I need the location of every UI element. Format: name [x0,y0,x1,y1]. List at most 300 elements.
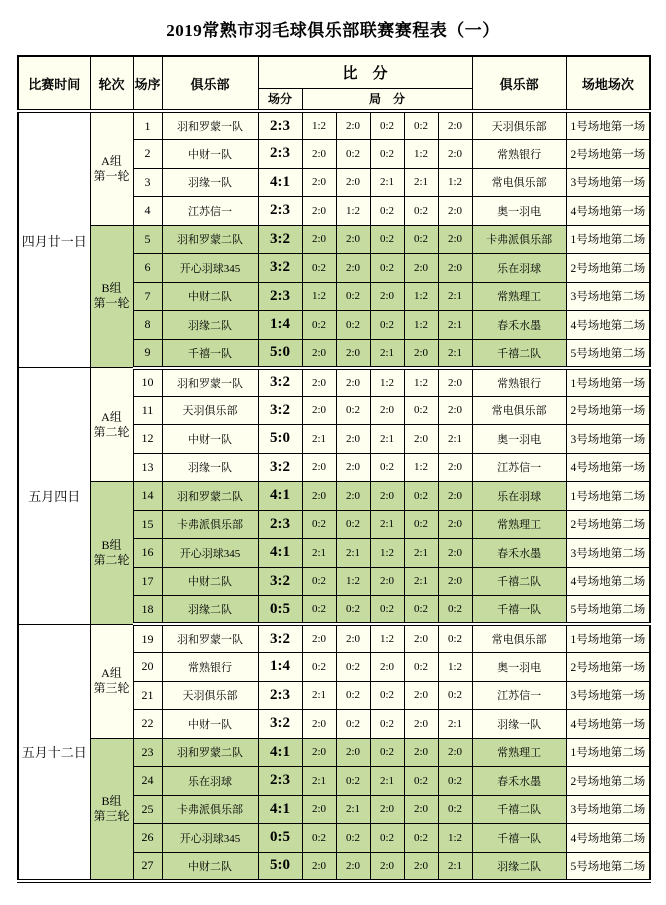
set-score-cell: 4:1 [258,539,302,568]
game-score-cell: 0:2 [370,453,404,482]
round-label: 第一轮 [93,168,130,183]
home-club-cell: 卡弗派俱乐部 [162,510,258,539]
home-club-cell: 开心羽球345 [162,539,258,568]
game-score-cell: 0:2 [336,396,370,425]
game-score-cell: 2:1 [302,539,336,568]
game-score-cell: 0:2 [336,653,370,682]
game-score-cell: 1:2 [370,539,404,568]
game-score-cell: 2:0 [438,197,472,226]
group-label: B组 [101,793,122,808]
match-seq-cell: 24 [133,767,162,796]
game-score-cell: 2:0 [438,453,472,482]
set-score-cell: 2:3 [258,140,302,169]
game-score-cell: 0:2 [302,596,336,625]
home-club-cell: 中财二队 [162,852,258,881]
game-score-cell: 2:0 [438,111,472,140]
game-score-cell: 0:2 [336,311,370,340]
away-club-cell: 常熟银行 [472,368,566,397]
game-score-cell: 2:0 [370,282,404,311]
game-score-cell: 2:0 [302,368,336,397]
game-score-cell: 2:0 [404,624,438,653]
set-score-cell: 5:0 [258,852,302,881]
game-score-cell: 1:2 [438,168,472,197]
game-score-cell: 0:2 [438,596,472,625]
set-score-cell: 2:3 [258,197,302,226]
group-label: A组 [101,153,122,168]
game-score-cell: 0:2 [404,767,438,796]
game-score-cell: 2:0 [302,339,336,368]
game-score-cell: 2:1 [370,767,404,796]
game-score-cell: 2:0 [336,482,370,511]
away-club-cell: 奥一羽电 [472,197,566,226]
away-club-cell: 天羽俱乐部 [472,111,566,140]
venue-cell: 1号场地第一场 [566,624,650,653]
game-score-cell: 2:0 [302,140,336,169]
game-score-cell: 0:2 [404,596,438,625]
venue-cell: 1号场地第二场 [566,482,650,511]
set-score-cell: 3:2 [258,368,302,397]
away-club-cell: 千禧二队 [472,339,566,368]
home-club-cell: 开心羽球345 [162,824,258,853]
home-club-cell: 羽缘二队 [162,311,258,340]
game-score-cell: 1:2 [404,368,438,397]
home-club-cell: 中财一队 [162,710,258,739]
set-score-cell: 0:5 [258,824,302,853]
home-club-cell: 羽和罗蒙二队 [162,225,258,254]
game-score-cell: 2:0 [370,852,404,881]
game-score-cell: 1:2 [370,368,404,397]
set-score-cell: 2:3 [258,111,302,140]
away-club-cell: 千禧一队 [472,596,566,625]
game-score-cell: 0:2 [438,795,472,824]
game-score-cell: 0:2 [404,111,438,140]
set-score-cell: 4:1 [258,795,302,824]
match-seq-cell: 22 [133,710,162,739]
game-score-cell: 0:2 [302,824,336,853]
col-header-score: 比 分 [258,56,472,88]
group-label: B组 [101,281,122,296]
away-club-cell: 春禾水墨 [472,539,566,568]
round-cell [90,225,133,368]
set-score-cell: 3:2 [258,254,302,283]
away-club-cell: 羽缘一队 [472,710,566,739]
schedule-table [17,55,651,883]
game-score-cell: 2:0 [404,738,438,767]
venue-cell: 3号场地第二场 [566,795,650,824]
game-score-cell: 1:2 [404,311,438,340]
col-header-club-right: 俱乐部 [472,56,566,111]
game-score-cell: 2:1 [438,425,472,454]
col-header-match-time: 比赛时间 [18,56,90,111]
game-score-cell: 2:1 [438,282,472,311]
game-score-cell: 1:2 [336,567,370,596]
game-score-cell: 0:2 [404,482,438,511]
home-club-cell: 羽和罗蒙二队 [162,738,258,767]
game-score-cell: 2:0 [438,482,472,511]
game-score-cell: 0:2 [336,681,370,710]
away-club-cell: 奥一羽电 [472,425,566,454]
col-header-set-score: 场分 [258,88,302,111]
home-club-cell: 羽和罗蒙二队 [162,482,258,511]
match-seq-cell: 13 [133,453,162,482]
game-score-cell: 1:2 [302,282,336,311]
away-club-cell: 乐在羽球 [472,482,566,511]
game-score-cell: 2:1 [438,311,472,340]
away-club-cell: 卡弗派俱乐部 [472,225,566,254]
game-score-cell: 2:1 [370,339,404,368]
set-score-cell: 3:2 [258,453,302,482]
col-header-venue: 场地场次 [566,56,650,111]
away-club-cell: 奥一羽电 [472,653,566,682]
set-score-cell: 5:0 [258,425,302,454]
set-score-cell: 3:2 [258,225,302,254]
match-row [18,738,650,767]
game-score-cell: 0:2 [336,767,370,796]
home-club-cell: 卡弗派俱乐部 [162,795,258,824]
match-seq-cell: 11 [133,396,162,425]
venue-cell: 3号场地第一场 [566,681,650,710]
game-score-cell: 1:2 [404,140,438,169]
match-row [18,624,650,653]
group-label: A组 [101,409,122,424]
away-club-cell: 常熟理工 [472,282,566,311]
game-score-cell: 2:0 [438,368,472,397]
game-score-cell: 2:1 [370,510,404,539]
venue-cell: 1号场地第一场 [566,368,650,397]
match-row [18,482,650,511]
game-score-cell: 0:2 [370,111,404,140]
set-score-cell: 0:5 [258,596,302,625]
col-header-seq: 场序 [133,56,162,111]
game-score-cell: 2:0 [336,453,370,482]
match-seq-cell: 8 [133,311,162,340]
set-score-cell: 3:2 [258,624,302,653]
set-score-cell: 2:3 [258,681,302,710]
home-club-cell: 千禧一队 [162,339,258,368]
game-score-cell: 2:0 [438,567,472,596]
game-score-cell: 2:0 [302,197,336,226]
game-score-cell: 2:1 [302,767,336,796]
game-score-cell: 1:2 [404,453,438,482]
away-club-cell: 江苏信一 [472,453,566,482]
page-title: 2019常熟市羽毛球俱乐部联赛赛程表（一） [166,21,500,40]
game-score-cell: 2:0 [336,168,370,197]
game-score-cell: 2:0 [370,396,404,425]
match-date-cell: 四月廿一日 [18,111,90,368]
game-score-cell: 2:0 [336,339,370,368]
col-header-game-score: 局 分 [302,88,472,111]
game-score-cell: 2:1 [404,539,438,568]
home-club-cell: 常熟银行 [162,653,258,682]
venue-cell: 4号场地第二场 [566,567,650,596]
venue-cell: 2号场地第二场 [566,767,650,796]
game-score-cell: 2:0 [370,795,404,824]
game-score-cell: 0:2 [370,596,404,625]
game-score-cell: 2:0 [302,168,336,197]
away-club-cell: 千禧二队 [472,567,566,596]
game-score-cell: 0:2 [404,396,438,425]
away-club-cell: 常电俱乐部 [472,168,566,197]
match-seq-cell: 2 [133,140,162,169]
game-score-cell: 0:2 [302,567,336,596]
game-score-cell: 0:2 [336,510,370,539]
away-club-cell: 春禾水墨 [472,311,566,340]
game-score-cell: 0:2 [336,710,370,739]
match-seq-cell: 1 [133,111,162,140]
home-club-cell: 乐在羽球 [162,767,258,796]
game-score-cell: 2:1 [336,539,370,568]
game-score-cell: 1:2 [302,111,336,140]
round-cell [90,482,133,625]
venue-cell: 5号场地第二场 [566,339,650,368]
game-score-cell: 2:1 [438,852,472,881]
away-club-cell: 千禧一队 [472,824,566,853]
round-label: 第二轮 [93,552,130,567]
game-score-cell: 1:2 [336,197,370,226]
set-score-cell: 2:3 [258,767,302,796]
game-score-cell: 2:0 [370,482,404,511]
game-score-cell: 2:0 [438,225,472,254]
game-score-cell: 2:0 [404,339,438,368]
home-club-cell: 羽缘二队 [162,596,258,625]
game-score-cell: 2:0 [336,111,370,140]
home-club-cell: 羽和罗蒙一队 [162,111,258,140]
game-score-cell: 0:2 [404,510,438,539]
game-score-cell: 0:2 [370,311,404,340]
venue-cell: 5号场地第二场 [566,852,650,881]
game-score-cell: 2:0 [302,738,336,767]
home-club-cell: 天羽俱乐部 [162,396,258,425]
game-score-cell: 2:0 [370,567,404,596]
game-score-cell: 0:2 [336,140,370,169]
game-score-cell: 0:2 [302,254,336,283]
game-score-cell: 2:0 [302,453,336,482]
game-score-cell: 2:1 [302,681,336,710]
game-score-cell: 2:0 [404,254,438,283]
match-seq-cell: 6 [133,254,162,283]
game-score-cell: 1:2 [438,824,472,853]
venue-cell: 3号场地第一场 [566,168,650,197]
set-score-cell: 3:2 [258,567,302,596]
home-club-cell: 羽和罗蒙一队 [162,624,258,653]
game-score-cell: 0:2 [438,767,472,796]
home-club-cell: 中财二队 [162,567,258,596]
game-score-cell: 0:2 [302,510,336,539]
home-club-cell: 羽缘一队 [162,168,258,197]
game-score-cell: 2:0 [404,681,438,710]
match-seq-cell: 19 [133,624,162,653]
home-club-cell: 天羽俱乐部 [162,681,258,710]
match-row [18,368,650,397]
home-club-cell: 中财一队 [162,425,258,454]
venue-cell: 3号场地第二场 [566,539,650,568]
set-score-cell: 2:3 [258,282,302,311]
match-seq-cell: 7 [133,282,162,311]
venue-cell: 2号场地第一场 [566,653,650,682]
match-seq-cell: 27 [133,852,162,881]
game-score-cell: 2:0 [438,140,472,169]
game-score-cell: 0:2 [370,140,404,169]
group-label: B组 [101,537,122,552]
away-club-cell: 千禧二队 [472,795,566,824]
match-seq-cell: 10 [133,368,162,397]
match-row [18,225,650,254]
venue-cell: 5号场地第二场 [566,596,650,625]
game-score-cell: 0:2 [404,653,438,682]
game-score-cell: 2:1 [438,710,472,739]
venue-cell: 1号场地第二场 [566,225,650,254]
match-seq-cell: 17 [133,567,162,596]
game-score-cell: 2:0 [302,225,336,254]
game-score-cell: 2:0 [404,852,438,881]
game-score-cell: 0:2 [302,311,336,340]
game-score-cell: 2:0 [336,852,370,881]
match-row [18,111,650,140]
game-score-cell: 0:2 [370,824,404,853]
home-club-cell: 羽和罗蒙一队 [162,368,258,397]
match-seq-cell: 16 [133,539,162,568]
game-score-cell: 0:2 [336,282,370,311]
round-label: 第三轮 [93,808,130,823]
venue-cell: 2号场地第一场 [566,140,650,169]
game-score-cell: 2:0 [404,795,438,824]
game-score-cell: 2:0 [336,225,370,254]
venue-cell: 1号场地第二场 [566,738,650,767]
round-label: 第二轮 [93,424,130,439]
game-score-cell: 2:0 [404,710,438,739]
venue-cell: 4号场地第一场 [566,710,650,739]
match-seq-cell: 9 [133,339,162,368]
match-seq-cell: 12 [133,425,162,454]
match-seq-cell: 4 [133,197,162,226]
home-club-cell: 中财一队 [162,140,258,169]
match-seq-cell: 26 [133,824,162,853]
round-cell [90,624,133,738]
round-label: 第一轮 [93,296,130,311]
away-club-cell: 常熟银行 [472,140,566,169]
game-score-cell: 2:0 [302,624,336,653]
game-score-cell: 2:0 [438,396,472,425]
venue-cell: 4号场地第一场 [566,197,650,226]
round-cell [90,111,133,225]
away-club-cell: 江苏信一 [472,681,566,710]
venue-cell: 1号场地第一场 [566,111,650,140]
venue-cell: 4号场地第一场 [566,453,650,482]
round-cell [90,368,133,482]
game-score-cell: 1:2 [370,624,404,653]
game-score-cell: 2:1 [404,168,438,197]
away-club-cell: 常熟理工 [472,738,566,767]
match-seq-cell: 20 [133,653,162,682]
game-score-cell: 2:0 [302,482,336,511]
game-score-cell: 0:2 [370,738,404,767]
game-score-cell: 2:0 [336,254,370,283]
away-club-cell: 春禾水墨 [472,767,566,796]
game-score-cell: 0:2 [438,681,472,710]
col-header-round: 轮次 [90,56,133,111]
col-header-club-left: 俱乐部 [162,56,258,111]
match-date-cell: 五月四日 [18,368,90,625]
home-club-cell: 江苏信一 [162,197,258,226]
away-club-cell: 乐在羽球 [472,254,566,283]
set-score-cell: 1:4 [258,311,302,340]
game-score-cell: 2:1 [302,425,336,454]
away-club-cell: 常电俱乐部 [472,624,566,653]
venue-cell: 4号场地第二场 [566,824,650,853]
game-score-cell: 2:1 [370,425,404,454]
game-score-cell: 2:0 [370,653,404,682]
away-club-cell: 羽缘二队 [472,852,566,881]
set-score-cell: 3:2 [258,396,302,425]
game-score-cell: 2:1 [404,567,438,596]
set-score-cell: 4:1 [258,168,302,197]
set-score-cell: 4:1 [258,738,302,767]
match-seq-cell: 18 [133,596,162,625]
venue-cell: 2号场地第二场 [566,254,650,283]
game-score-cell: 2:1 [438,339,472,368]
home-club-cell: 开心羽球345 [162,254,258,283]
game-score-cell: 2:0 [302,710,336,739]
game-score-cell: 1:2 [438,653,472,682]
set-score-cell: 4:1 [258,482,302,511]
game-score-cell: 0:2 [370,254,404,283]
round-label: 第三轮 [93,681,130,695]
game-score-cell: 2:0 [302,852,336,881]
venue-cell: 4号场地第二场 [566,311,650,340]
game-score-cell: 2:1 [370,168,404,197]
game-score-cell: 1:2 [404,282,438,311]
game-score-cell: 0:2 [336,824,370,853]
schedule-body [18,111,650,881]
game-score-cell: 2:0 [302,396,336,425]
game-score-cell: 2:1 [336,795,370,824]
match-seq-cell: 23 [133,738,162,767]
set-score-cell: 2:3 [258,510,302,539]
group-label: A组 [101,666,122,680]
game-score-cell: 2:0 [336,738,370,767]
game-score-cell: 0:2 [404,197,438,226]
set-score-cell: 1:4 [258,653,302,682]
set-score-cell: 5:0 [258,339,302,368]
game-score-cell: 2:0 [336,624,370,653]
game-score-cell: 0:2 [370,710,404,739]
venue-cell: 2号场地第二场 [566,510,650,539]
venue-cell: 2号场地第一场 [566,396,650,425]
game-score-cell: 2:0 [438,254,472,283]
round-cell [90,738,133,881]
game-score-cell: 2:0 [404,425,438,454]
set-score-cell: 3:2 [258,710,302,739]
game-score-cell: 2:0 [302,795,336,824]
game-score-cell: 2:0 [438,510,472,539]
game-score-cell: 0:2 [336,596,370,625]
game-score-cell: 2:0 [438,539,472,568]
match-seq-cell: 21 [133,681,162,710]
game-score-cell: 0:2 [302,653,336,682]
match-seq-cell: 25 [133,795,162,824]
game-score-cell: 2:0 [336,425,370,454]
home-club-cell: 中财二队 [162,282,258,311]
away-club-cell: 常熟理工 [472,510,566,539]
match-seq-cell: 5 [133,225,162,254]
venue-cell: 3号场地第二场 [566,282,650,311]
match-date-cell: 五月十二日 [18,624,90,881]
game-score-cell: 0:2 [438,624,472,653]
match-seq-cell: 14 [133,482,162,511]
match-seq-cell: 3 [133,168,162,197]
game-score-cell: 0:2 [370,225,404,254]
home-club-cell: 羽缘一队 [162,453,258,482]
